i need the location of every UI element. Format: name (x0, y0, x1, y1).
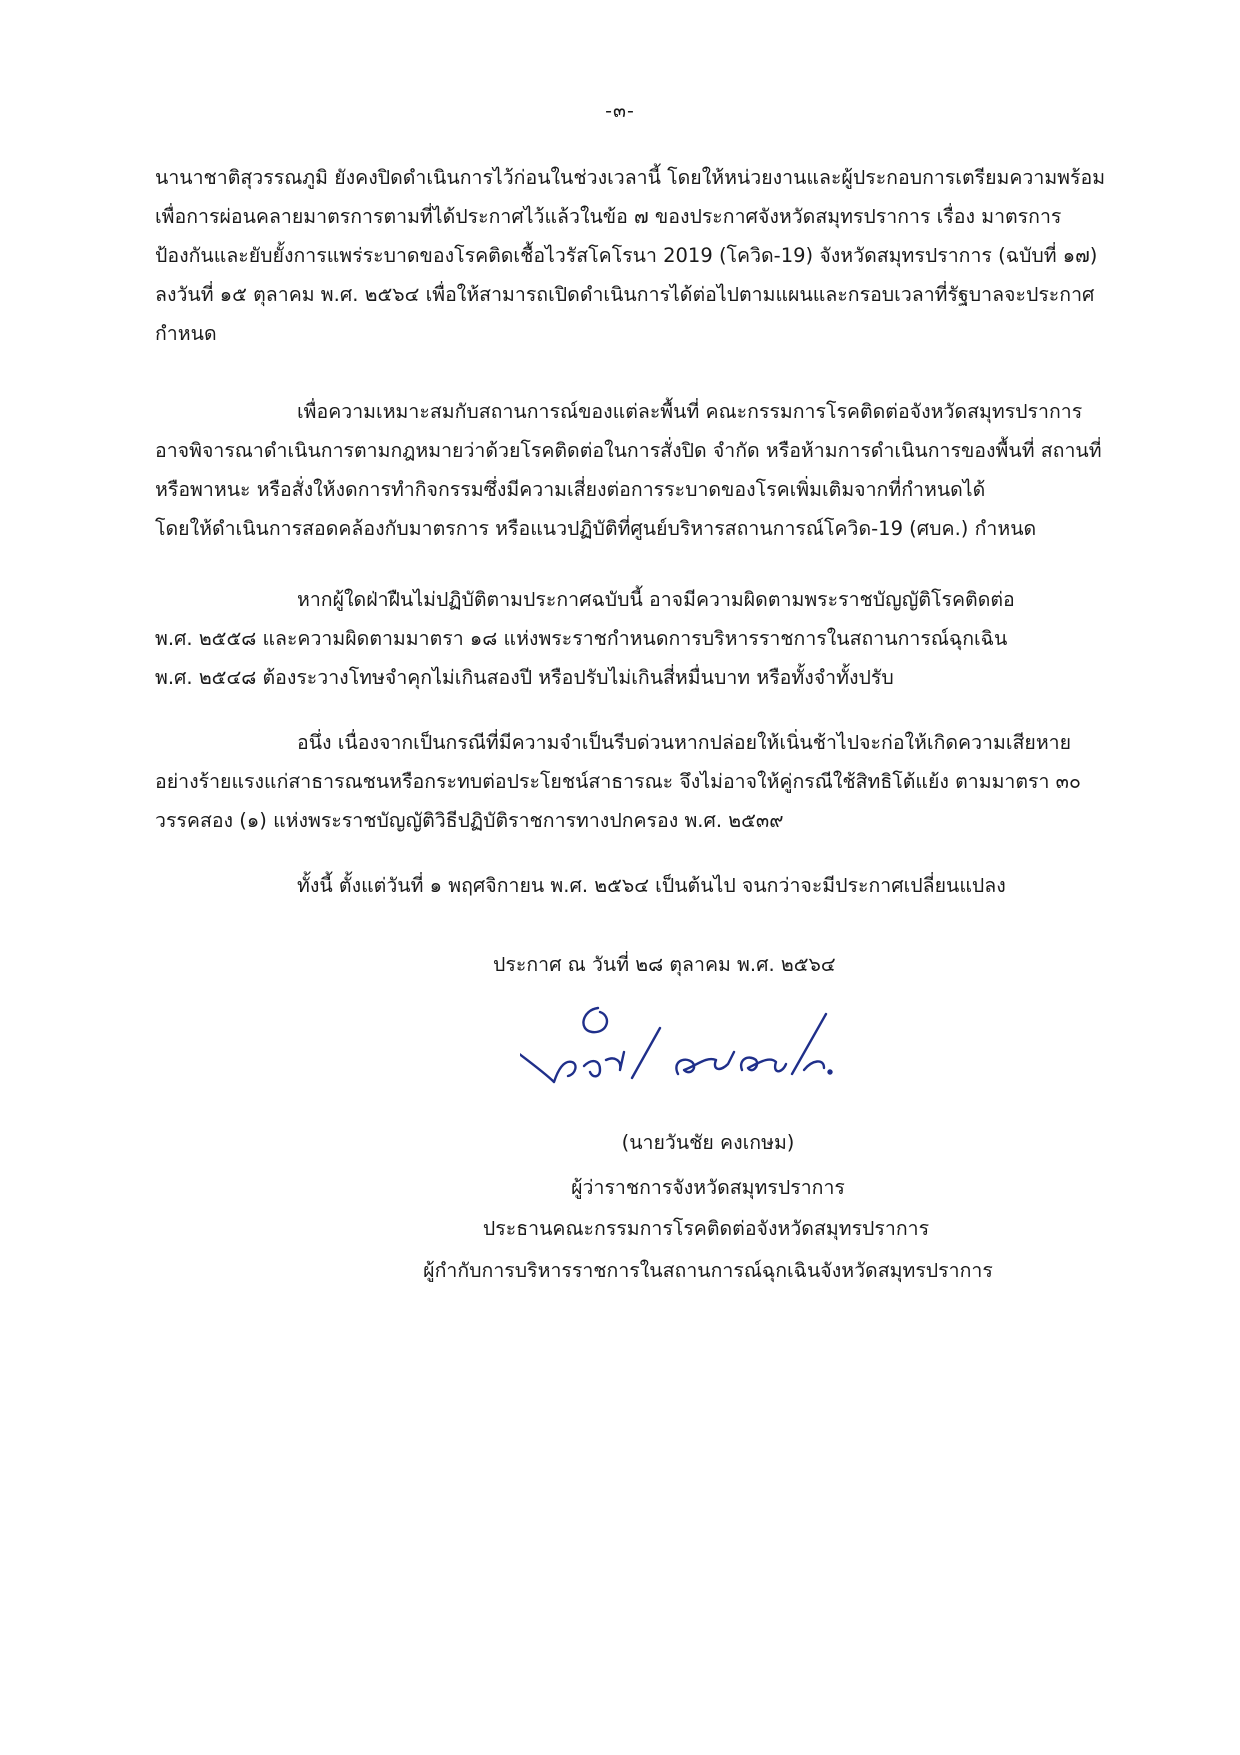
signatory-title-governor: ผู้ว่าราชการจังหวัดสมุทรปราการ (571, 1176, 845, 1199)
text-line: พ.ศ. ๒๕๔๘ ต้องระวางโทษจำคุกไม่เกินสองปี หรือปรับไม่เกินสี่หมื่นบาท หรือทั้งจำทั้งปรับ (155, 666, 894, 689)
paragraph-1 (155, 158, 1145, 353)
signatory-title-emergency-supervisor: ผู้กำกับการบริหารราชการในสถานการณ์ฉุกเฉินจังหวัดสมุทรปราการ (423, 1259, 993, 1282)
signatory-name: (นายวันชัย คงเกษม) (621, 1131, 795, 1154)
paragraph-4 (155, 723, 1145, 840)
text-line: ลงวันที่ ๑๕ ตุลาคม พ.ศ. ๒๕๖๔ เพื่อให้สามารถเปิดดำเนินการได้ต่อไปตามแผนและกรอบเวลาที่รัฐบาลจะประกาศ (155, 283, 1095, 306)
signatory-title-committee-chair: ประธานคณะกรรมการโรคติดต่อจังหวัดสมุทรปราการ (482, 1217, 930, 1240)
text-line: หากผู้ใดฝ่าฝืนไม่ปฏิบัติตามประกาศฉบับนี้ อาจมีความผิดตามพระราชบัญญัติโรคติดต่อ (297, 588, 1015, 611)
text-line: หรือพาหนะ หรือสั่งให้งดการทำกิจกรรมซึ่งมีความเสี่ยงต่อการระบาดของโรคเพิ่มเติมจากที่กำหนดได้ (155, 478, 986, 501)
text-line: นานาชาติสุวรรณภูมิ ยังคงปิดดำเนินการไว้ก่อนในช่วงเวลานี้ โดยให้หน่วยงานและผู้ประกอบการเตรียมความพร้อม (155, 166, 1106, 189)
text-line: วรรคสอง (๑) แห่งพระราชบัญญัติวิธีปฏิบัติราชการทางปกครอง พ.ศ. ๒๕๓๙ (155, 809, 784, 832)
text-line: ป้องกันและยับยั้งการแพร่ระบาดของโรคติดเชื้อไวรัสโคโรนา 2019 (โควิด-19) จังหวัดสมุทรปราการ (ฉบับที่ ๑๗) (155, 244, 1098, 267)
text-line: เพื่อการผ่อนคลายมาตรการตามที่ได้ประกาศไว้แล้วในข้อ ๗ ของประกาศจังหวัดสมุทรปราการ เรื่อง มาตรการ (155, 205, 1062, 228)
text-line: อาจพิจารณาดำเนินการตามกฎหมายว่าด้วยโรคติดต่อในการสั่งปิด จำกัด หรือห้ามการดำเนินการของพื้นที่ สถานที่ (155, 439, 1102, 462)
text-line: เพื่อความเหมาะสมกับสถานการณ์ของแต่ละพื้นที่ คณะกรรมการโรคติดต่อจังหวัดสมุทรปราการ (297, 400, 1083, 423)
paragraph-5 (155, 866, 1145, 905)
paragraph-3 (155, 580, 1145, 697)
text-line: โดยให้ดำเนินการสอดคล้องกับมาตรการ หรือแนวปฏิบัติที่ศูนย์บริหารสถานการณ์โควิด-19 (ศบค.) กำหนด (155, 517, 1037, 540)
text-line: อย่างร้ายแรงแก่สาธารณชนหรือกระทบต่อประโยชน์สาธารณะ จึงไม่อาจให้คู่กรณีใช้สิทธิโต้แย้ง ตามมาตรา ๓๐ (155, 770, 1081, 793)
text-line: พ.ศ. ๒๕๕๘ และความผิดตามมาตรา ๑๘ แห่งพระราชกำหนดการบริหารราชการในสถานการณ์ฉุกเฉิน (155, 627, 1008, 650)
text-line: ทั้งนี้ ตั้งแต่วันที่ ๑ พฤศจิกายน พ.ศ. ๒๕๖๔ เป็นต้นไป จนกว่าจะมีประกาศเปลี่ยนแปลง (297, 874, 1006, 897)
text-line: กำหนด (155, 322, 217, 345)
page-number: -๓- (605, 100, 635, 122)
handwritten-signature (520, 990, 870, 1100)
text-line: อนึ่ง เนื่องจากเป็นกรณีที่มีความจำเป็นรีบด่วนหากปล่อยให้เนิ่นช้าไปจะก่อให้เกิดความเสียหาย (297, 731, 1072, 754)
signature-date-line: ประกาศ ณ วันที่ ๒๘ ตุลาคม พ.ศ. ๒๕๖๔ (493, 953, 836, 976)
paragraph-2 (155, 392, 1145, 548)
